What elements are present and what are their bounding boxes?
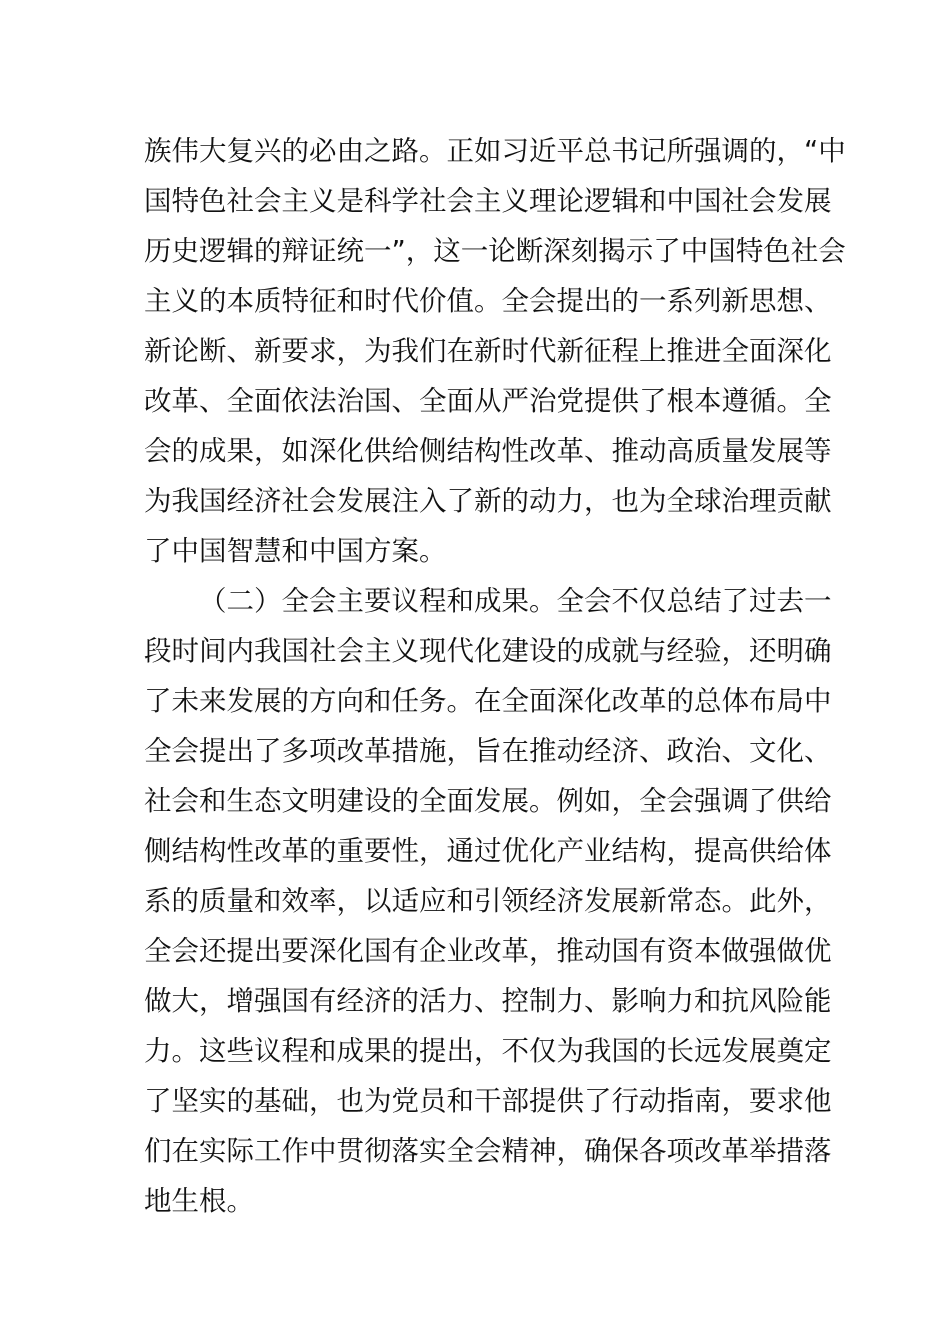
paragraph [144, 576, 832, 1226]
text-line: 全会提出了多项改革措施，旨在推动经济、政治、文化、 [144, 735, 832, 767]
text-line: 力。这些议程和成果的提出，不仅为我国的长远发展奠定 [144, 1035, 832, 1067]
text-line: 了中国智慧和中国方案。 [144, 535, 447, 567]
text-line: 侧结构性改革的重要性，通过优化产业结构，提高供给体 [144, 835, 832, 867]
text-line: 地生根。 [144, 1185, 254, 1217]
text-line: 系的质量和效率，以适应和引领经济发展新常态。此外， [144, 885, 832, 917]
text-line: 段时间内我国社会主义现代化建设的成就与经验，还明确 [144, 635, 832, 667]
text-line: 了坚实的基础，也为党员和干部提供了行动指南，要求他 [144, 1085, 832, 1117]
text-line: 全会还提出要深化国有企业改革，推动国有资本做强做优 [144, 935, 832, 967]
text-line: 改革、全面依法治国、全面从严治党提供了根本遵循。全 [144, 385, 832, 417]
text-line: 为我国经济社会发展注入了新的动力，也为全球治理贡献 [144, 485, 832, 517]
document-body [144, 126, 846, 1226]
paragraph [144, 126, 846, 576]
text-line: 主义的本质特征和时代价值。全会提出的一系列新思想、 [144, 285, 832, 317]
text-line: 族伟大复兴的必由之路。正如习近平总书记所强调的，“中 [144, 135, 846, 167]
text-line: 们在实际工作中贯彻落实全会精神，确保各项改革举措落 [144, 1135, 832, 1167]
text-line: 国特色社会主义是科学社会主义理论逻辑和中国社会发展 [144, 185, 832, 217]
text-line: 社会和生态文明建设的全面发展。例如，全会强调了供给 [144, 785, 832, 817]
text-line: 了未来发展的方向和任务。在全面深化改革的总体布局中 [144, 685, 832, 717]
text-line: 会的成果，如深化供给侧结构性改革、推动高质量发展等 [144, 435, 832, 467]
text-line-indented: （二）全会主要议程和成果。全会不仅总结了过去一 [199, 585, 832, 617]
text-line: 做大，增强国有经济的活力、控制力、影响力和抗风险能 [144, 985, 832, 1017]
text-line: 历史逻辑的辩证统一”，这一论断深刻揭示了中国特色社会 [144, 235, 846, 267]
text-line: 新论断、新要求，为我们在新时代新征程上推进全面深化 [144, 335, 832, 367]
